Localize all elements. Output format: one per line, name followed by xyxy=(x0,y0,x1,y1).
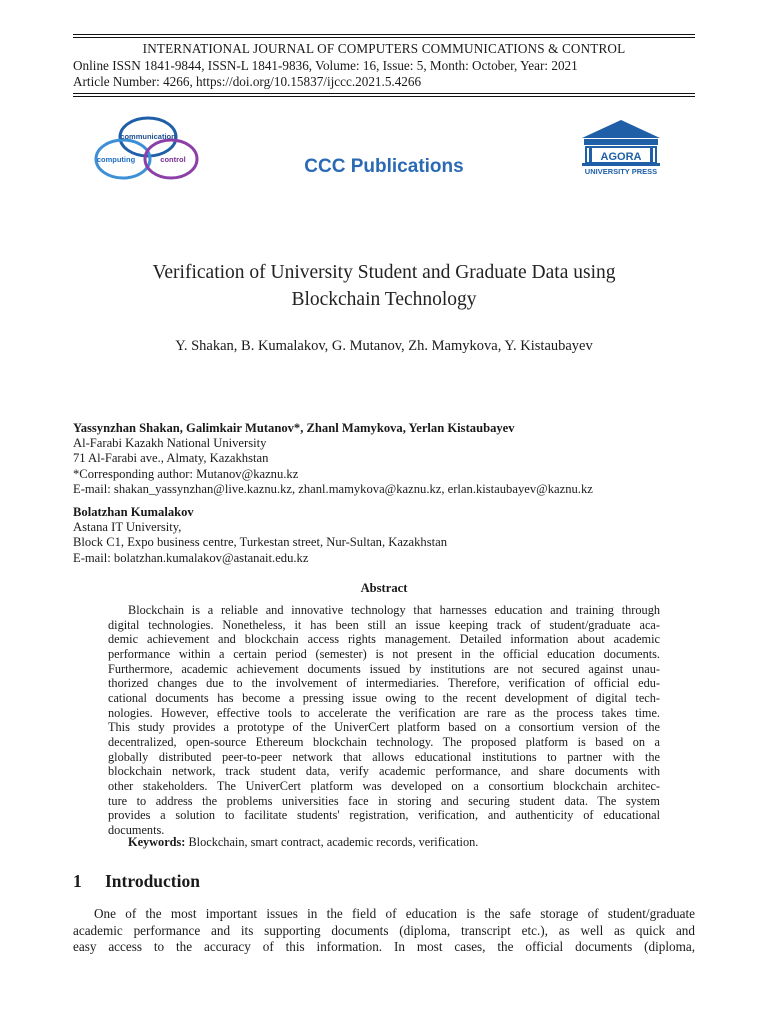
abstract-line: documents. xyxy=(108,822,165,837)
affiliation-1 xyxy=(73,421,713,497)
keywords-label: Keywords: xyxy=(128,835,186,849)
keywords xyxy=(128,835,478,850)
abstract-line: Blockchain is a reliable and innovative technology that harnesses education and training through xyxy=(128,603,660,617)
abstract-body xyxy=(108,603,660,838)
logo-communication-text: communication xyxy=(120,132,176,141)
abstract-line: nologies. However, effective tools to accelerate the verification are rare as the process takes time. xyxy=(108,705,660,720)
header-rule-top-2 xyxy=(73,37,695,38)
affiliation-2-names: Bolatzhan Kumalakov xyxy=(73,505,194,519)
affiliation-2 xyxy=(73,505,713,566)
abstract-line: cational documents has become a pressing issue owing to the recent development of digital tech- xyxy=(108,690,660,705)
affiliation-1-line4: E-mail: shakan_yassynzhan@live.kaznu.kz, zhanl.mamykova@kaznu.kz, erlan.kistaubayev@kaznu.kz xyxy=(73,481,593,496)
abstract-line: globally distributed peer-to-peer network that allows educational institutions to partner with the xyxy=(108,749,660,764)
journal-name: INTERNATIONAL JOURNAL OF COMPUTERS COMMUNICATIONS & CONTROL xyxy=(142,41,626,56)
agora-logo xyxy=(582,120,660,176)
abstract-line: decentralized, open-source Ethereum blockchain technology. The proposed platform is based on a xyxy=(108,734,660,749)
abstract-line: other stakeholders. The UniverCert platform was developed on a consortium blockchain architec- xyxy=(108,778,660,793)
abstract-line: demic achievement and blockchain access rights management. Detailed information about academic xyxy=(108,632,660,647)
affiliation-2-line1: Astana IT University, xyxy=(73,520,182,535)
paper-title-line2: Blockchain Technology xyxy=(291,289,477,310)
ccc-publications-logo xyxy=(304,156,463,177)
agora-name-text: AGORA xyxy=(600,151,642,163)
paper-title-line1: Verification of University Student and Graduate Data using xyxy=(152,262,616,283)
abstract-line: blockchain network, track student data, verify academic performance, and share documents with xyxy=(108,764,660,779)
header-rule-bottom xyxy=(73,93,695,94)
header-rule-bottom-2 xyxy=(73,96,695,97)
logo-control-text: control xyxy=(160,155,186,164)
logo-computing-text: computing xyxy=(96,155,136,164)
abstract-line: digital technologies. Nonetheless, it has been still an issue keeping track of student/graduate aca- xyxy=(108,617,660,632)
abstract-heading: Abstract xyxy=(360,581,408,595)
issn-line: Online ISSN 1841-9844, ISSN-L 1841-9836, Volume: 16, Issue: 5, Month: October, Year: 2021 xyxy=(73,58,578,73)
section-title: Introduction xyxy=(105,871,200,891)
affiliation-1-line3: *Corresponding author: Mutanov@kaznu.kz xyxy=(73,466,299,481)
abstract-line: ture to address the problems universities face in storing and securing student data. The system xyxy=(108,793,660,808)
affiliation-2-line2: Block C1, Expo business centre, Turkestan street, Nur-Sultan, Kazakhstan xyxy=(73,535,447,550)
affiliation-1-line2: 71 Al-Farabi ave., Almaty, Kazakhstan xyxy=(73,451,269,466)
section-heading xyxy=(73,871,200,892)
logos-svg xyxy=(0,110,768,190)
intro-line: One of the most important issues in the field of education is the safe storage of student/graduate xyxy=(94,906,695,921)
keywords-text: Blockchain, smart contract, academic records, verification. xyxy=(188,835,479,849)
abstract-line: Furthermore, academic achievement documents issued by institutions are not secured against unau- xyxy=(108,661,660,676)
section-number: 1 xyxy=(73,871,82,891)
intro-body xyxy=(73,906,695,956)
affiliation-1-names: Yassynzhan Shakan, Galimkair Mutanov*, Zhanl Mamykova, Yerlan Kistaubayev xyxy=(73,421,515,435)
logo-strip xyxy=(0,110,768,190)
intro-line: easy access to the accuracy of this information. In most cases, the official documents (diploma, xyxy=(73,939,695,955)
intro-line: academic performance and its supporting documents (diploma, transcript etc.), as well as quick and xyxy=(73,922,695,938)
header-rule-top xyxy=(73,34,695,35)
abstract-line: performance within a certain period (semester) is not present in the official education documents. xyxy=(108,646,660,661)
affiliation-1-line1: Al-Farabi Kazakh National University xyxy=(73,436,267,451)
abstract-line: provides a solution to facilitate students' registration, verification, and authenticity of educational xyxy=(108,808,660,823)
abstract-line: thorized changes due to the involvement of intermediaries. Therefore, verification of official edu- xyxy=(108,676,660,691)
ccc-rings-logo xyxy=(96,118,197,178)
university-press-text: UNIVERSITY PRESS xyxy=(584,167,658,176)
article-line: Article Number: 4266, https://doi.org/10.15837/ijccc.2021.5.4266 xyxy=(73,74,422,89)
paper-title xyxy=(73,259,695,313)
ccc-publications-text: CCC Publications xyxy=(304,156,464,177)
abstract-line: This study provides a prototype of the UniverCert platform based on a consortium version of the xyxy=(108,720,660,735)
affiliation-2-line3: E-mail: bolatzhan.kumalakov@astanait.edu.kz xyxy=(73,550,309,565)
author-list: Y. Shakan, B. Kumalakov, G. Mutanov, Zh. Mamykova, Y. Kistaubayev xyxy=(175,338,593,354)
